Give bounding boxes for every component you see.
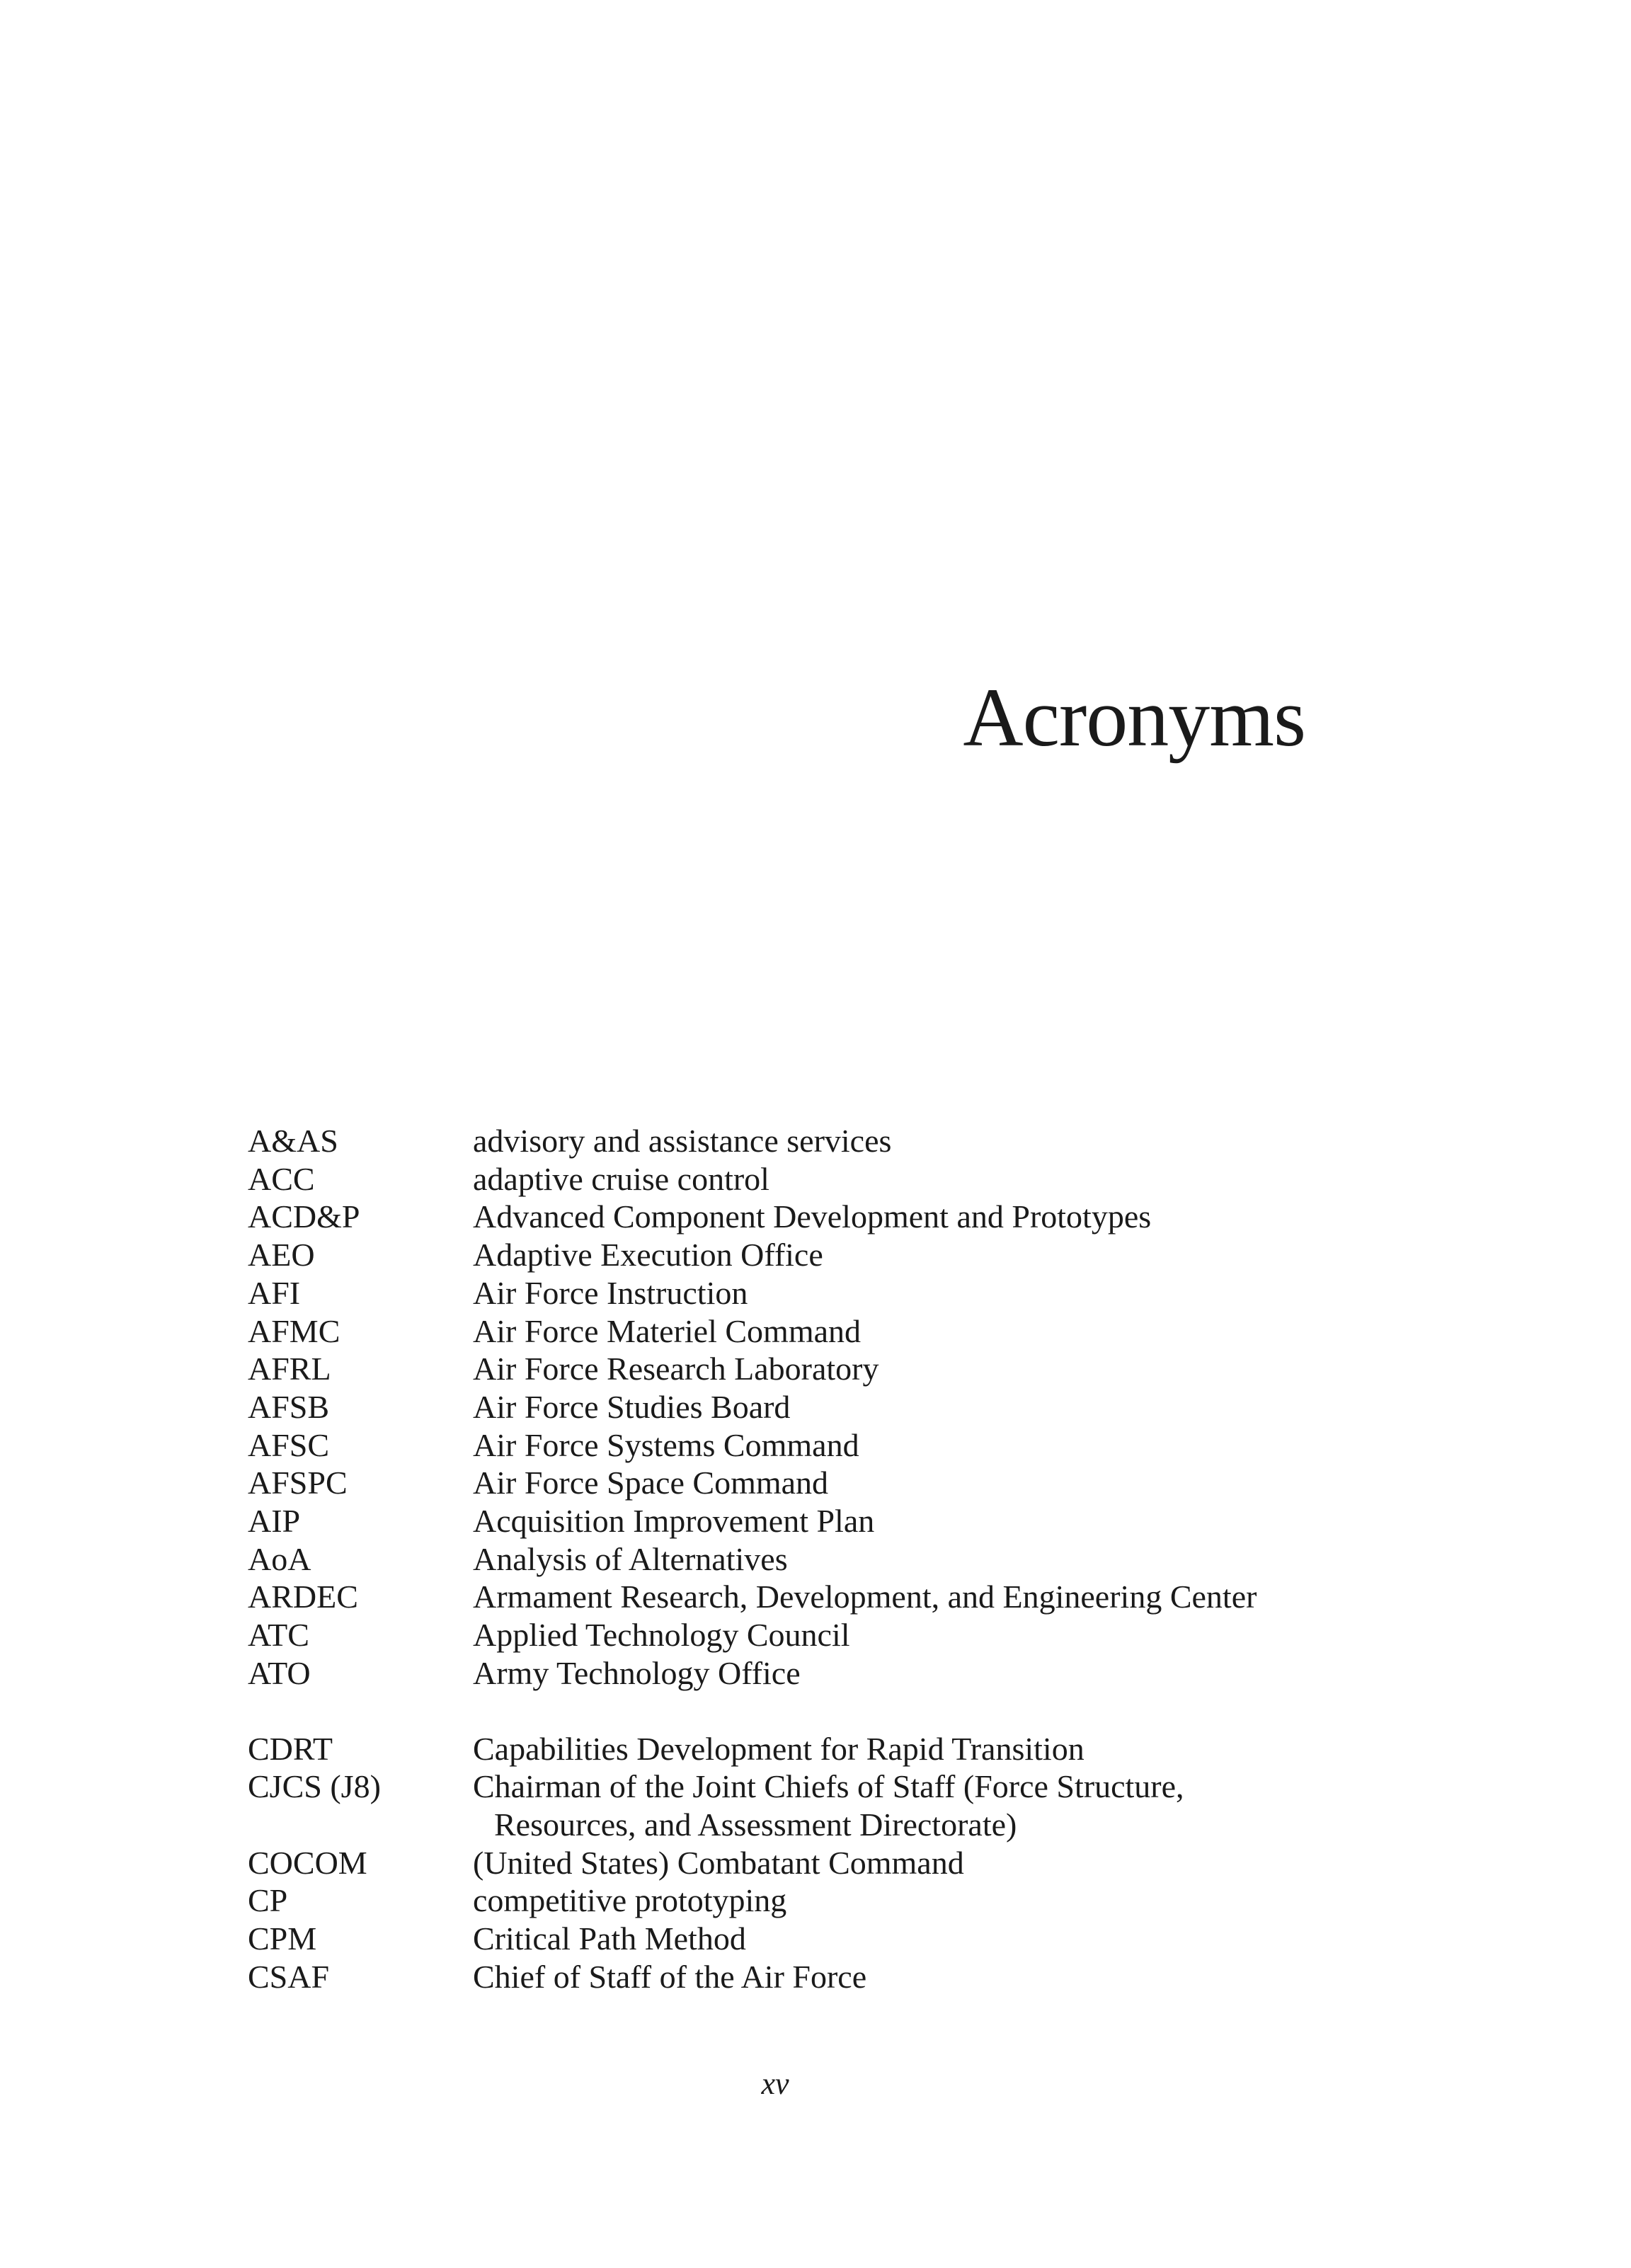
acronym-entry — [248, 1426, 1416, 1465]
acronym-abbr: AFMC — [248, 1312, 340, 1349]
acronym-definition: Critical Path Method — [473, 1920, 746, 1957]
acronym-definition: Armament Research, Development, and Engineering Center — [473, 1579, 1257, 1615]
acronym-definition: competitive prototyping — [473, 1882, 787, 1919]
acronym-definition: (United States) Combatant Command — [473, 1844, 964, 1881]
acronym-entry — [248, 1768, 1416, 1843]
acronym-entry — [248, 1160, 1416, 1198]
acronym-definition: Air Force Research Laboratory — [473, 1351, 879, 1387]
acronym-abbr: COCOM — [248, 1844, 367, 1881]
acronym-entry — [248, 1920, 1416, 1958]
acronym-definition-multiline — [473, 1768, 1416, 1843]
acronym-abbr: ATO — [248, 1654, 311, 1691]
acronym-definition: Air Force Materiel Command — [473, 1312, 862, 1349]
acronym-entry — [248, 1312, 1416, 1351]
acronym-definition: Applied Technology Council — [473, 1617, 850, 1654]
acronym-entry — [248, 1958, 1416, 1996]
acronym-entry — [248, 1730, 1416, 1768]
acronym-abbr: CPM — [248, 1920, 317, 1957]
acronym-list — [248, 1122, 1416, 1995]
acronym-definition: Acquisition Improvement Plan — [473, 1503, 875, 1540]
acronym-entry — [248, 1844, 1416, 1882]
acronym-abbr: AFRL — [248, 1351, 331, 1387]
acronym-definition: Air Force Studies Board — [473, 1388, 791, 1425]
acronym-entry — [248, 1236, 1416, 1274]
page-title: Acronyms — [963, 671, 1305, 764]
acronym-abbr: AIP — [248, 1503, 301, 1540]
acronym-group-c — [248, 1730, 1416, 1996]
acronym-definition-continuation: Resources, and Assessment Directorate) — [494, 1806, 1017, 1843]
acronym-definition: Air Force Instruction — [473, 1274, 748, 1311]
acronym-abbr: AFSPC — [248, 1465, 348, 1501]
acronym-abbr: ACC — [248, 1160, 315, 1197]
acronym-definition: Capabilities Development for Rapid Transition — [473, 1730, 1085, 1767]
acronym-abbr: AoA — [248, 1540, 311, 1577]
acronym-abbr: ACD&P — [248, 1198, 360, 1235]
acronym-abbr: CSAF — [248, 1958, 330, 1995]
acronym-entry — [248, 1198, 1416, 1236]
acronym-abbr: AFI — [248, 1274, 301, 1311]
acronym-definition: Adaptive Execution Office — [473, 1237, 823, 1273]
acronym-entry — [248, 1388, 1416, 1426]
acronym-entry — [248, 1578, 1416, 1616]
acronym-entry — [248, 1274, 1416, 1312]
acronym-group-a — [248, 1122, 1416, 1693]
acronym-abbr: AEO — [248, 1237, 315, 1273]
acronym-abbr: CDRT — [248, 1730, 333, 1767]
acronym-entry — [248, 1616, 1416, 1654]
acronym-abbr: AFSC — [248, 1426, 330, 1463]
acronym-abbr: CJCS (J8) — [248, 1768, 381, 1805]
acronym-definition: adaptive cruise control — [473, 1160, 769, 1197]
acronym-definition: advisory and assistance services — [473, 1123, 892, 1159]
acronym-abbr: CP — [248, 1882, 288, 1919]
acronym-entry — [248, 1654, 1416, 1693]
acronym-abbr: ATC — [248, 1617, 309, 1654]
acronym-definition: Analysis of Alternatives — [473, 1540, 788, 1577]
acronym-entry — [248, 1122, 1416, 1160]
acronym-entry — [248, 1882, 1416, 1920]
acronym-definition: Chief of Staff of the Air Force — [473, 1958, 867, 1995]
acronym-entry — [248, 1464, 1416, 1502]
acronym-entry — [248, 1540, 1416, 1579]
acronym-definition: Air Force Space Command — [473, 1465, 829, 1501]
acronym-abbr: A&AS — [248, 1123, 338, 1159]
page-number: xv — [761, 2066, 789, 2101]
acronym-abbr: ARDEC — [248, 1579, 358, 1615]
acronym-definition: Army Technology Office — [473, 1654, 801, 1691]
acronym-abbr: AFSB — [248, 1388, 330, 1425]
acronym-definition: Advanced Component Development and Prototypes — [473, 1198, 1152, 1235]
acronym-entry — [248, 1502, 1416, 1540]
acronym-definition: Air Force Systems Command — [473, 1426, 859, 1463]
acronym-entry — [248, 1350, 1416, 1388]
acronym-definition-line1: Chairman of the Joint Chiefs of Staff (Force Structure, — [473, 1768, 1184, 1805]
